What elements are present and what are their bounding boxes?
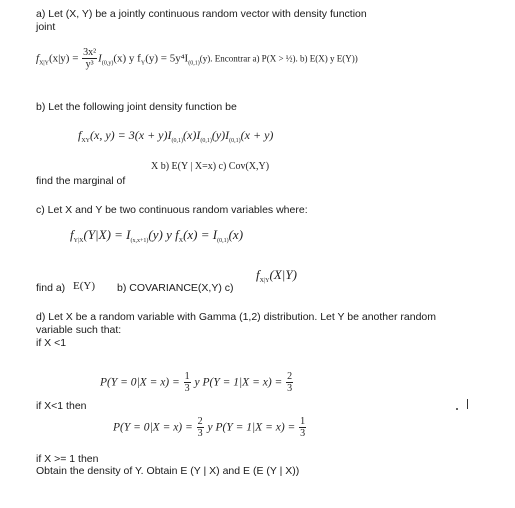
formula-c-f1-ind-sub: (x,x+1) [130,238,149,244]
formula-fy: (y) = 5y⁴I [145,52,189,65]
p1-mid: y P(Y = 1|X = x) = [194,376,283,389]
formula-fy-sub: Y [140,60,146,67]
formula-c-f1-body2: (y) y f [148,227,179,242]
part-c-find-a: find a) [36,282,66,294]
p1-den: 3 [184,383,190,394]
formula-arg: (x|y) = [48,52,79,65]
part-c-fxy [256,267,297,284]
part-a-line2: joint [36,21,56,33]
part-d-prob1 [100,372,294,394]
formula-c-f2-sub: X [178,238,184,244]
part-b-marginal: find the marginal of [36,175,126,187]
formula-c-f2-body2: (x) [228,227,244,242]
formula-f-sub: X|Y [39,60,49,67]
part-d-final: Obtain the density of Y. Obtain E (Y | X) and E (E (Y | X)) [36,465,300,477]
dot-mark [456,408,458,410]
part-d-then2: if X >= 1 then [36,453,99,465]
formula-c-f2-ind-sub: (0,1) [217,238,229,244]
part-b-find-line: X b) E(Y | X=x) c) Cov(X,Y) [151,161,270,172]
part-d-prob2 [113,417,307,439]
p1-num2: 2 [287,371,293,382]
p1-frac1 [184,372,191,394]
part-c-formula [70,227,243,244]
formula-c-f2-body: (x) = I [183,227,218,242]
formula-f: f [36,52,40,65]
part-b-intro: b) Let the following joint density function be [36,101,237,113]
part-c-covariance: b) COVARIANCE(X,Y) c) [117,282,234,294]
formula-num: 3x² [83,47,97,58]
formula-c-f1: f [70,227,74,242]
p2-lhs: P(Y = 0|X = x) = [113,421,193,434]
formula-c-fxy-sub: X|Y [259,278,270,284]
p2-num2: 1 [300,416,306,427]
p1-den2: 3 [287,383,293,394]
p2-frac1 [197,417,204,439]
formula-c-f1-body: (Y|X) = I [83,227,131,242]
formula-b-f-sub: XY [81,138,91,144]
part-d-line1: d) Let X be a random variable with Gamma (1,2) distribution. Let Y be another random [36,311,436,323]
p1-num: 1 [184,371,190,382]
p2-num: 2 [197,416,203,427]
p2-frac2 [299,417,306,439]
formula-b-sub1: (0,1) [171,138,183,144]
p1-frac2 [286,372,293,394]
part-c-intro: c) Let X and Y be two continuous random variables where: [36,204,308,216]
formula-b-body2: (x)I [183,128,201,142]
formula-fraction [82,48,97,70]
part-a-line1: a) Let (X, Y) be a jointly continuous random vector with density function [36,8,367,20]
part-d-line3: if X <1 [36,337,67,349]
formula-c-fxy: f [256,267,260,282]
part-c-ey: E(Y) [73,280,95,292]
text-cursor [467,399,468,409]
formula-b-body3: (y)I [211,128,230,142]
formula-ind1-sub: (0,y) [101,60,114,67]
formula-ind1: I [98,52,102,65]
formula-ind2-sub: (0,1) [188,60,200,67]
formula-b-body: (x, y) = 3(x + y)I [90,128,172,142]
formula-mid: (x) y f [113,52,141,65]
p2-den2: 3 [300,428,306,439]
formula-b-f: f [78,128,82,142]
p2-den: 3 [197,428,203,439]
p1-lhs: P(Y = 0|X = x) = [100,376,180,389]
formula-den: y³ [85,59,94,70]
formula-c-fxy-body: (X|Y) [269,267,297,282]
formula-c-f1-sub: Y|X [73,238,84,244]
part-a-formula [36,48,358,70]
formula-b-body4: (x + y) [240,128,274,142]
part-d-line2: variable such that: [36,324,122,336]
part-d-then1: if X<1 then [36,400,87,412]
formula-end: (y). Encontrar a) P(X > ½). b) E(X) y E(Y)) [199,53,358,64]
formula-b-sub3: (0,1) [229,138,241,144]
formula-b-sub2: (0,1) [200,138,212,144]
part-b-formula [78,128,273,144]
p2-mid: y P(Y = 1|X = x) = [207,421,296,434]
